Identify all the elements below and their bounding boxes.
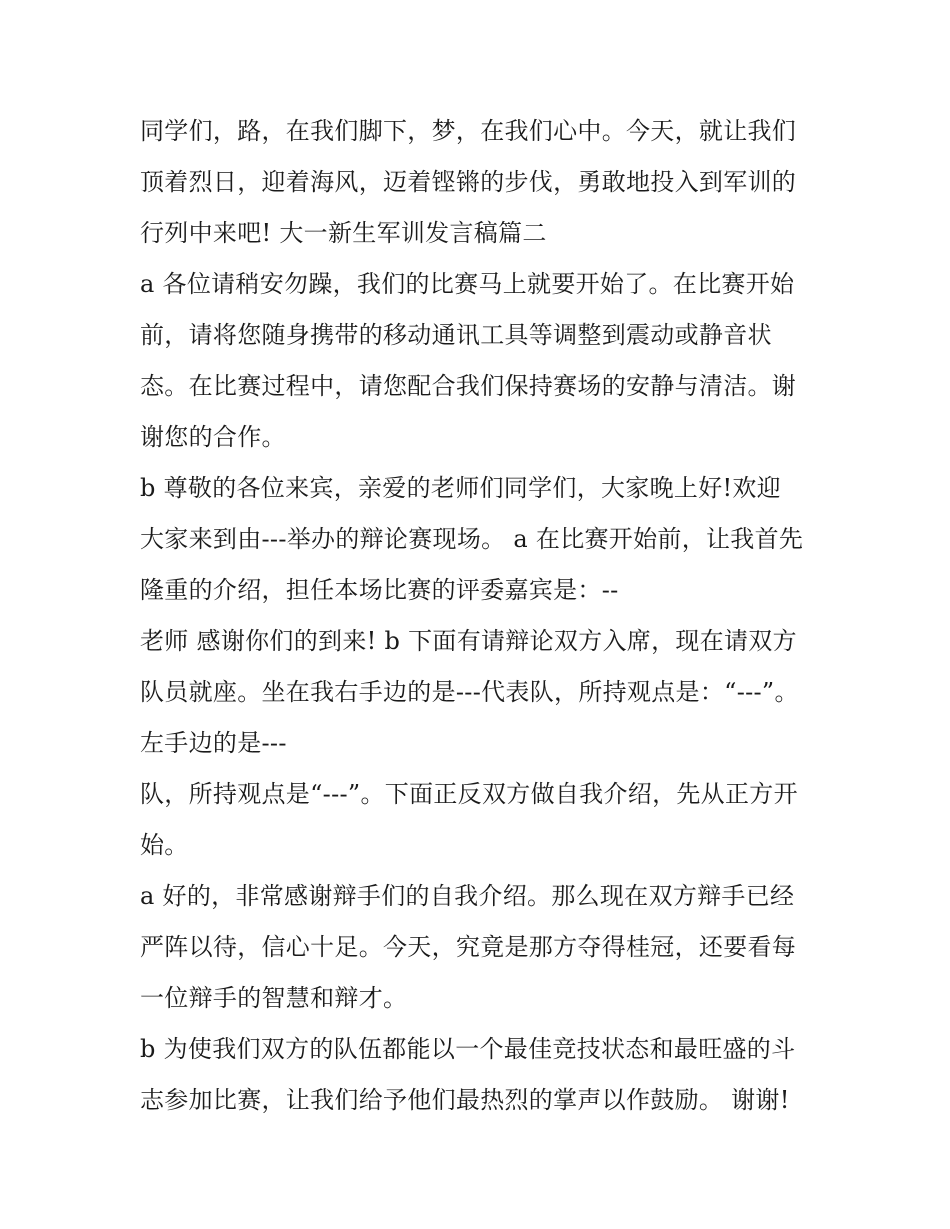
text-line: 谢您的合作。 [140, 423, 286, 451]
text-line: 同学们，路，在我们脚下，梦，在我们心中。今天，就让我们 [140, 117, 797, 145]
text-line: 行列中来吧! 大一新生军训发言稿篇二 [140, 219, 547, 247]
text-line: 左手边的是--- [140, 729, 287, 757]
text-line: 前，请将您随身携带的移动通讯工具等调整到震动或静音状 [140, 321, 772, 349]
text-line: 态。在比赛过程中，请您配合我们保持赛场的安静与清洁。谢 [140, 372, 797, 400]
text-line: 志参加比赛，让我们给予他们最热烈的掌声以作鼓励。 谢谢! [140, 1086, 790, 1114]
text-line: b 为使我们双方的队伍都能以一个最佳竞技状态和最旺盛的斗 [140, 1035, 796, 1063]
text-line: b 尊敬的各位来宾，亲爱的老师们同学们，大家晚上好!欢迎 [140, 474, 782, 502]
text-line: 隆重的介绍，担任本场比赛的评委嘉宾是：-- [140, 576, 619, 604]
text-line: 队，所持观点是“---”。下面正反双方做自我介绍，先从正方开 [140, 780, 798, 808]
text-line: 大家来到由---举办的辩论赛现场。 a 在比赛开始前，让我首先 [140, 525, 804, 553]
text-line: a 好的，非常感谢辩手们的自我介绍。那么现在双方辩手已经 [140, 882, 795, 910]
document-body [140, 106, 830, 1126]
text-line: 始。 [140, 831, 189, 859]
text-line: 老师 感谢你们的到来! b 下面有请辩论双方入席，现在请双方 [140, 627, 797, 655]
text-line: 队员就座。坐在我右手边的是---代表队，所持观点是：“---”。 [140, 678, 799, 706]
text-line: 严阵以待，信心十足。今天，究竟是那方夺得桂冠，还要看每 [140, 933, 797, 961]
text-line: a 各位请稍安勿躁，我们的比赛马上就要开始了。在比赛开始 [140, 270, 795, 298]
text-line: 一位辩手的智慧和辩才。 [140, 984, 408, 1012]
text-line: 顶着烈日，迎着海风，迈着铿锵的步伐，勇敢地投入到军训的 [140, 168, 797, 196]
